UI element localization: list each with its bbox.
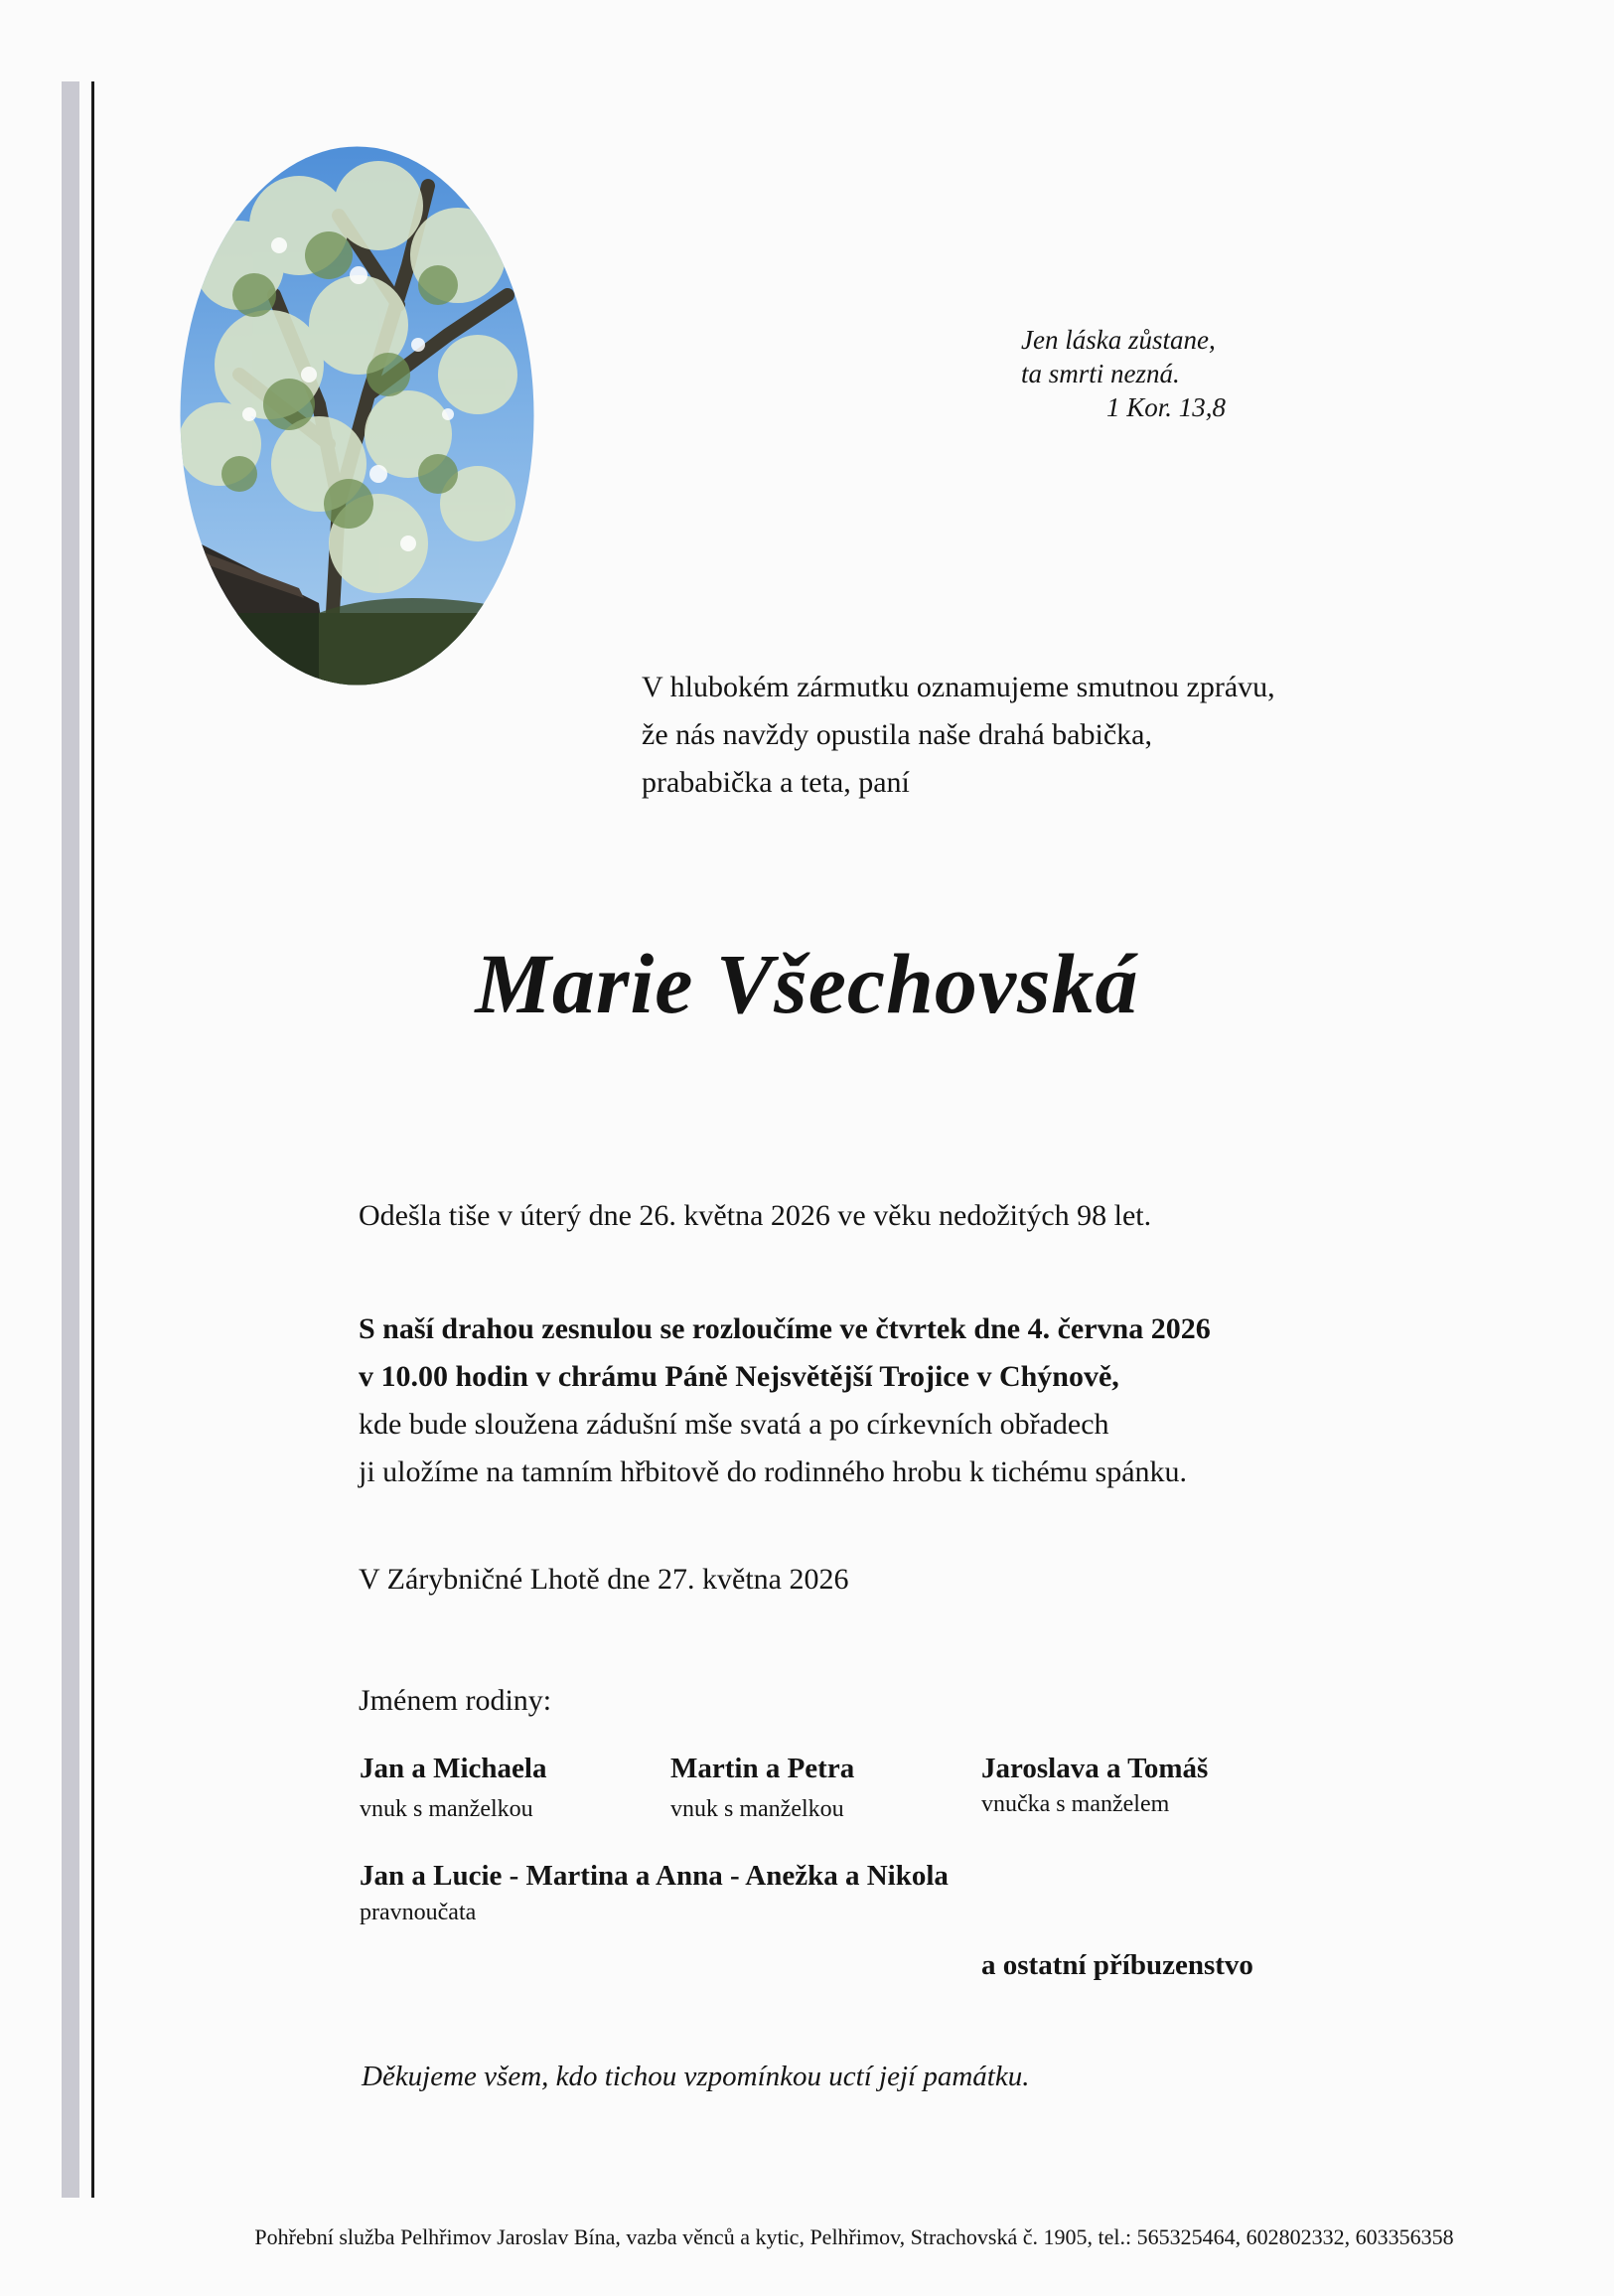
decorative-side-bar: [62, 81, 79, 2198]
family-member-names: Jaroslava a Tomáš: [981, 1753, 1209, 1784]
thanks-text: Děkujeme všem, kdo tichou vzpomínkou uctí její památku.: [362, 2061, 1030, 2092]
funeral-line: S naší drahou zesnulou se rozloučíme ve čtvrtek dne 4. června 2026: [359, 1312, 1211, 1345]
family-member-relation: vnučka s manželem: [981, 1791, 1170, 1817]
deceased-name: Marie Všechovská: [475, 936, 1139, 1031]
announcement: [642, 664, 1275, 807]
quote-line: ta smrti nezná.: [1021, 359, 1180, 388]
quote-line: Jen láska zůstane,: [1021, 325, 1216, 355]
announcement-line: V hlubokém zármutku oznamujeme smutnou zprávu,: [642, 671, 1275, 703]
bible-quote: [1021, 323, 1226, 424]
family-member-relation: vnuk s manželkou: [360, 1796, 533, 1822]
announcement-line: že nás navždy opustila naše drahá babička,: [642, 718, 1152, 751]
tree-photo: [180, 146, 534, 686]
quote-reference: 1 Kor. 13,8: [1106, 392, 1227, 422]
passing-text: Odešla tiše v úterý dne 26. května 2026 ve věku nedožitých 98 let.: [359, 1199, 1152, 1232]
family-member-names: Jan a Michaela: [360, 1753, 547, 1784]
family-heading: Jménem rodiny:: [359, 1684, 552, 1717]
family-member-names: Martin a Petra: [670, 1753, 855, 1784]
family-member-relation: vnuk s manželkou: [670, 1796, 844, 1822]
great-grandchildren-names: Jan a Lucie - Martina a Anna - Anežka a Nikola: [360, 1860, 949, 1892]
great-grandchildren-relation: pravnoučata: [360, 1900, 477, 1925]
funeral-service-footer: Pohřební služba Pelhřimov Jaroslav Bína, vazba věnců a kytic, Pelhřimov, Strachovská č. 1905, tel.: 565325464, 602802332, 603356358: [254, 2224, 1454, 2249]
funeral-line: kde bude sloužena zádušní mše svatá a po církevních obřadech: [359, 1408, 1109, 1441]
decorative-side-line: [91, 81, 94, 2198]
funeral-line: v 10.00 hodin v chrámu Páně Nejsvětější Trojice v Chýnově,: [359, 1360, 1119, 1393]
announcement-line: prababička a teta, paní: [642, 766, 910, 799]
place-date: V Zárybničné Lhotě dne 27. května 2026: [359, 1563, 849, 1596]
other-relatives: a ostatní příbuzenstvo: [981, 1949, 1253, 1981]
funeral-line: ji uložíme na tamním hřbitově do rodinného hrobu k tichému spánku.: [359, 1455, 1188, 1488]
